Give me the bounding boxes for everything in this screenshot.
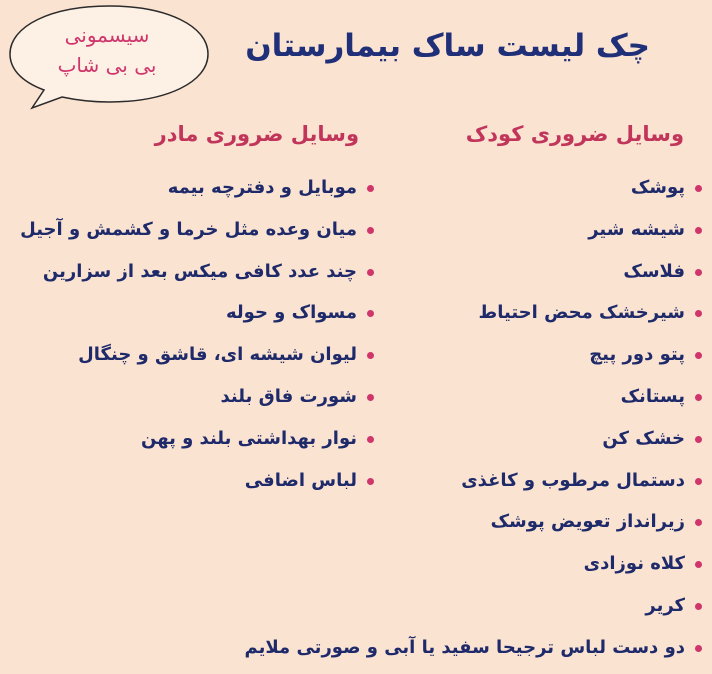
list-item: نوار بهداشتی بلند و پهن <box>20 423 374 465</box>
list-item: زیرانداز تعویض پوشک <box>245 506 702 548</box>
bullet-icon <box>367 394 374 401</box>
list-item: دستمال مرطوب و کاغذی <box>245 465 702 507</box>
bullet-icon <box>367 269 374 276</box>
bullet-icon <box>695 185 702 192</box>
bullet-icon <box>367 352 374 359</box>
bullet-icon <box>695 352 702 359</box>
bullet-icon <box>367 227 374 234</box>
bullet-icon <box>367 436 374 443</box>
mother-essentials-list <box>20 172 374 506</box>
bullet-icon <box>367 185 374 192</box>
list-item: مسواک و حوله <box>20 297 374 339</box>
bullet-icon <box>695 519 702 526</box>
speech-bubble <box>2 2 216 112</box>
list-item: کریر <box>245 590 702 632</box>
list-item: شیشه شیر <box>245 214 702 256</box>
bullet-icon <box>695 310 702 317</box>
brand-name <box>32 20 182 80</box>
list-item: خشک کن <box>245 423 702 465</box>
bullet-icon <box>367 310 374 317</box>
list-item: دو دست لباس ترجیحا سفید یا آبی و صورتی ملایم <box>245 632 702 674</box>
baby-essentials-heading: وسایل ضروری کودک <box>465 122 684 146</box>
list-item: شیرخشک محض احتیاط <box>245 297 702 339</box>
brand-line-2: بی بی شاپ <box>57 53 157 77</box>
bullet-icon <box>367 478 374 485</box>
bullet-icon <box>695 603 702 610</box>
list-item: میان وعده مثل خرما و کشمش و آجیل <box>20 214 374 256</box>
bullet-icon <box>695 436 702 443</box>
bullet-icon <box>695 478 702 485</box>
mother-essentials-heading: وسایل ضروری مادر <box>154 122 359 146</box>
list-item: پستانک <box>245 381 702 423</box>
list-item: فلاسک <box>245 256 702 298</box>
bullet-icon <box>695 561 702 568</box>
brand-line-1: سیسمونی <box>64 23 150 47</box>
bullet-icon <box>695 227 702 234</box>
bullet-icon <box>695 269 702 276</box>
list-item: لیوان شیشه ای، قاشق و چنگال <box>20 339 374 381</box>
bullet-icon <box>695 645 702 652</box>
list-item: کلاه نوزادی <box>245 548 702 590</box>
list-item: لباس اضافی <box>20 465 374 507</box>
bullet-icon <box>695 394 702 401</box>
list-item: موبایل و دفترچه بیمه <box>20 172 374 214</box>
list-item: پتو دور پیچ <box>245 339 702 381</box>
list-item: چند عدد کافی میکس بعد از سزارین <box>20 256 374 298</box>
page-title: چک لیست ساک بیمارستان <box>245 28 650 64</box>
list-item: پوشک <box>245 172 702 214</box>
list-item: شورت فاق بلند <box>20 381 374 423</box>
